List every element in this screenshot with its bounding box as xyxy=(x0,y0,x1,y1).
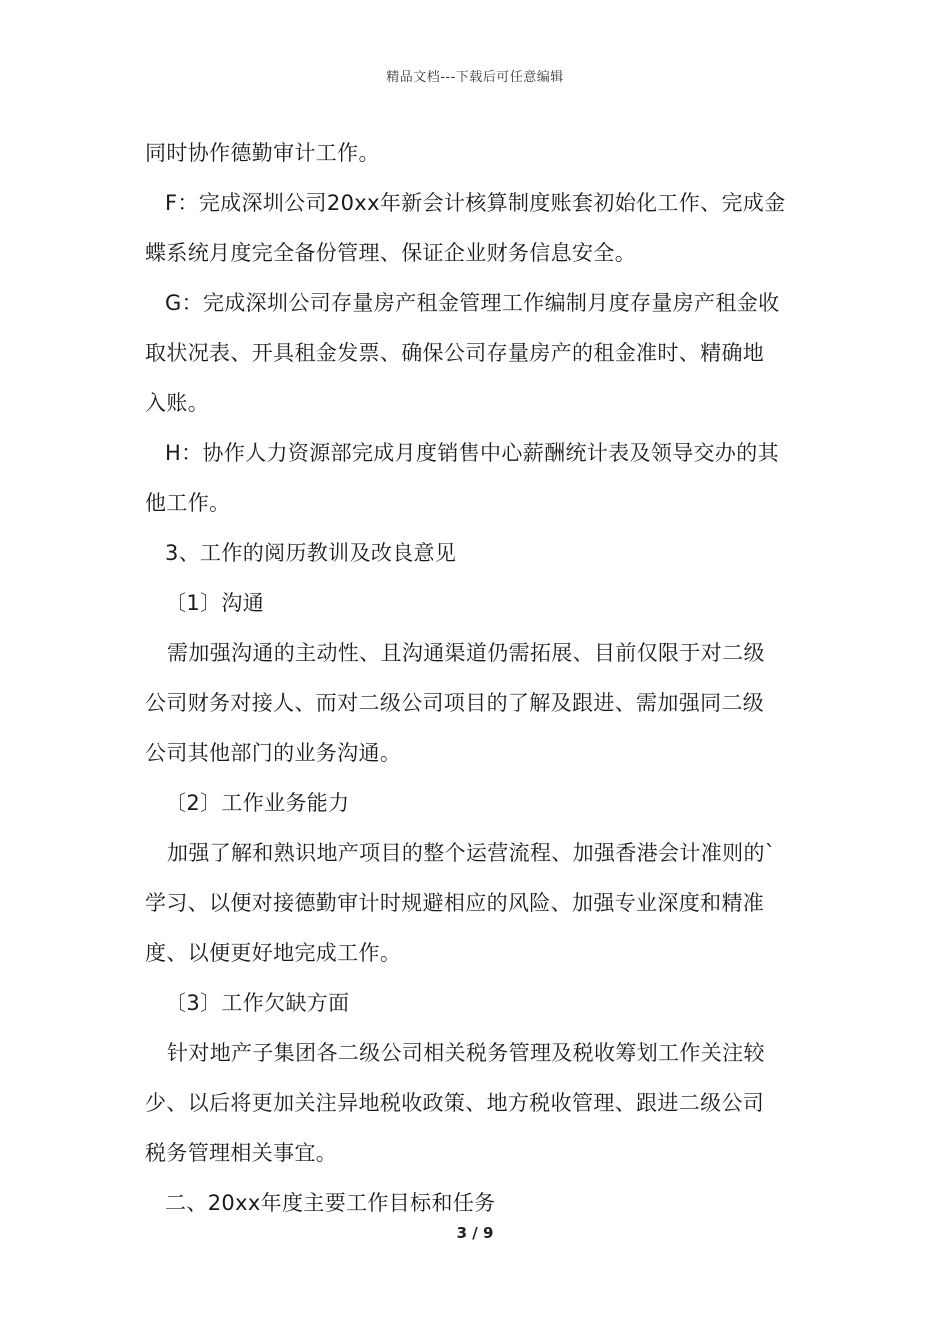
paragraph-line: 公司财务对接人、而对二级公司项目的了解及跟进、需加强同二级 xyxy=(145,691,765,715)
document-body xyxy=(145,128,807,1228)
paragraph-line: H：协作人力资源部完成月度销售中心薪酬统计表及领导交办的其 xyxy=(165,441,779,465)
paragraph-line: 需加强沟通的主动性、且沟通渠道仍需拓展、目前仅限于对二级 xyxy=(167,641,765,665)
paragraph-line: 税务管理相关事宜。 xyxy=(145,1141,338,1165)
paragraph-line: 度、以便更好地完成工作。 xyxy=(145,941,402,965)
paragraph-line: 学习、以便对接德勤审计时规避相应的风险、加强专业深度和精准 xyxy=(145,891,765,915)
paragraph-line: 针对地产子集团各二级公司相关税务管理及税收筹划工作关注较 xyxy=(167,1041,765,1065)
paragraph-line: 他工作。 xyxy=(145,491,231,515)
paragraph-line: 入账。 xyxy=(145,391,210,415)
subsection-heading: 〔3〕工作欠缺方面 xyxy=(165,991,350,1015)
paragraph-line: 加强了解和熟识地产项目的整个运营流程、加强香港会计准则的` xyxy=(167,841,776,865)
subsection-heading: 〔1〕沟通 xyxy=(165,591,265,615)
page-header: 精品文档---下载后可任意编辑 xyxy=(386,70,564,85)
paragraph-line: 公司其他部门的业务沟通。 xyxy=(145,741,402,765)
paragraph-line: G：完成深圳公司存量房产租金管理工作编制月度存量房产租金收 xyxy=(165,291,780,315)
subsection-heading: 〔2〕工作业务能力 xyxy=(165,791,350,815)
page-number: 3 / 9 xyxy=(456,1224,494,1242)
paragraph-line: 取状况表、开具租金发票、确保公司存量房产的租金准时、精确地 xyxy=(145,341,765,365)
paragraph-line: 蝶系统月度完全备份管理、保证企业财务信息安全。 xyxy=(145,241,637,265)
paragraph-line: 少、以后将更加关注异地税收政策、地方税收管理、跟进二级公司 xyxy=(145,1091,765,1115)
paragraph-line: 同时协作德勤审计工作。 xyxy=(145,141,380,165)
section-heading: 二、20xx年度主要工作目标和任务 xyxy=(165,1191,496,1215)
paragraph-line: F：完成深圳公司20xx年新会计核算制度账套初始化工作、完成金 xyxy=(165,191,786,215)
section-heading: 3、工作的阅历教训及改良意见 xyxy=(165,541,457,565)
